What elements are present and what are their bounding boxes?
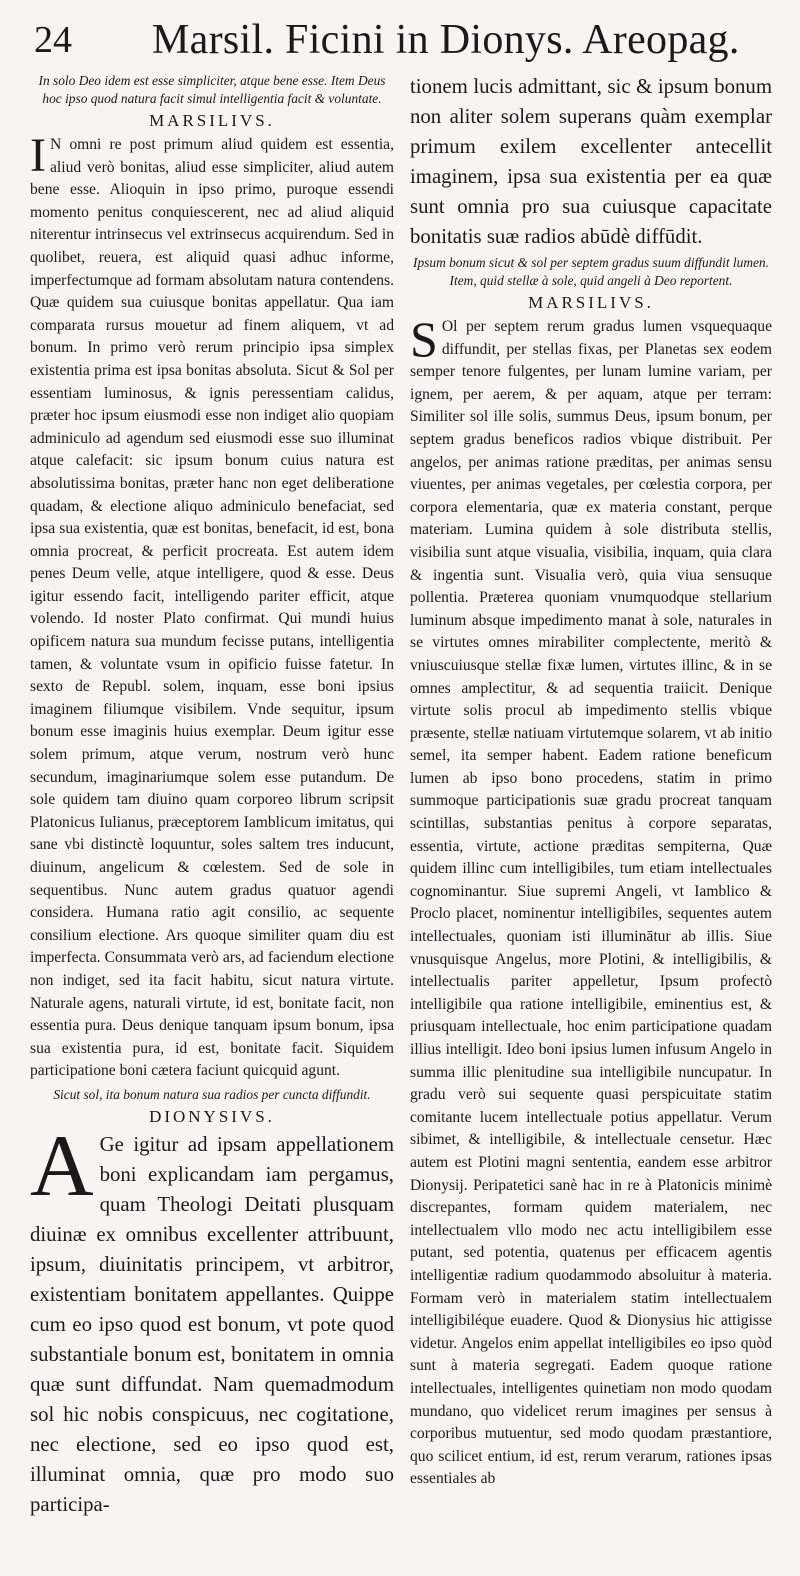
section-heading: MARSILIVS.: [149, 111, 275, 130]
summary-note: Sicut sol, ita bonum natura sua radios per cuncta diffundit.: [53, 1086, 371, 1102]
body-paragraph: [30, 129, 394, 1083]
page-header: [30, 14, 770, 66]
body-paragraph-large: tionem lucis admittant, sic & ipsum bonum non aliter solem superans quàm exemplar primum exilem excellenter antecellit imaginem, ipsa sua existentia per ea quæ sunt omnia pro sua cuiusque capacitate bonitatis suæ radios abūdè diffūdit.: [410, 75, 772, 248]
paragraph-text: Ge igitur ad ipsam appellationem boni explicandam iam pergamus, quam Theologi Deitati plusquam diuinæ ex omnibus excellenter attribuunt, ipsum, diuinitatis principem, vt arbitror, existentiam bonitatem appellantes. Quippe cum eo ipso quod est bonum, vt pote quod substantiale bonum est, bonitatem in omnia quæ sunt diffundat. Nam quemadmodum sol hic nobis conspicuus, nec cogitatione, nec electione, sed eo ipso quod est, illuminat omnia, quæ pro modo suo participa-: [30, 1132, 394, 1516]
right-column: [410, 72, 772, 1491]
section-heading: DIONYSIVS.: [149, 1106, 275, 1126]
paragraph-text: N omni re post primum aliud quidem est essentia, aliud verò bonitas, aliud esse simpliciter, aliud autem bene esse. Alioquin in ipso primo, puroque essendi momento penitus conquiescerent, nec ad aliud aliquid niterentur intrinsecus vel extrinsecus acquirendum. Sed in quolibet, reuera, est aliquid quasi adhuc informe, imperfectumque ad formam absolutam natura contendens. Quæ quidem sua cuiusque bonitas appellatur. Qua iam comparata rursus mouetur ad finem aliquem, vt ad bonum. In primo verò rerum principio ipsa simplex existentia prima est ipsa bonitas absoluta. Sicut & Sol per essentiam luminosus, & ignis peressentiam calidus, præter hoc ipsum eiusmodi esse non indiget alio quopiam adminiculo ad agendum sed eiusmodi esse suo illuminat atque calefacit: sic ipsum bonum cuius natura est absolutissima bonitas, præter hanc non eget deliberatione quadam, & electione aliquo adminiculo benefaciat, sed ipsa sua existentia, quæ est bonitas, benefacit, id est, bona omnia procreat, & perficit procreata. Est autem idem penes Deum velle, atque intelligere, quod & esse. Deus igitur essendo facit, intelligendo pariter efficit, atque volendo. Id noster Plato confirmat. Qui mundi huius opificem natura sua mundum fecisse putans, intelligentia tamen, & voluntate vsum in opificio fuisse fatetur. In sexto de Republ. solem, inquam, esse boni ipsius imaginem filiumque visibilem. Vnde sequitur, ipsum bonum esse imaginis huius exemplar. Deum igitur esse solem primum, atque verum, nostrum verò hunc secundum, imaginariumque solem esse putandum. De sole quidem tam diuino quam corporeo librum scripsit Platonicus Iulianus, præceptorem Iamblicum imitatus, qui sane vbi distinctè loquuntur, soles saltem tres inducunt, diuinum, angelicum & cœlestem. Sed de sole in sequentibus. Nunc autem gradus quatuor agendi considera. Humana ratio agit consilio, ac sequente consilium electione. Ars quoque similiter quam diu est imperfecta. Consummata verò ars, ad faciendum electione non indiget, sed ita facit habitu, sicut natura virtute. Naturale agens, naturali virtute, id est, bonitate facit, non essentia pura. Deus denique tanquam ipsum bonum, ipsa sua existentia pura, id est, bonitate facit. Siquidem participatione boni cætera faciunt quicquid agunt.: [30, 136, 394, 1080]
body-paragraph-large: [30, 1117, 394, 1520]
summary-note: Ipsum bonum sicut & sol per septem gradus suum diffundit lumen. Item, quid stellæ à sole, quid angeli à Deo reportent.: [413, 255, 769, 288]
drop-cap: I: [30, 129, 46, 182]
drop-cap: S: [410, 311, 438, 367]
running-title: Marsil. Ficini in Dionys. Areopag.: [152, 17, 740, 63]
body-paragraph: [410, 311, 772, 1491]
drop-cap: A: [30, 1117, 94, 1215]
left-column: [30, 72, 394, 1520]
paragraph-text: Ol per septem rerum gradus lumen vsquequaque diffundit, per stellas fixas, per Planetas sex eodem semper tenore fulgentes, per lunam lumine variam, per ignem, per aerem, & per aquam, atque per terram: Similiter sol ille solis, summus Deus, ipsum bonum, per septem gradus beneficos radios vbique distribuit. Per angelos, per animas ratione præditas, per animas sensu viuentes, per animas vegetales, per cœlestia corpora, per corpora elementaria, quæ ex materia constant, perque materiam. Lumina quidem à sole distributa stellis, visibilia sunt atque visualia, visibilia, inquam, quia clara & ingentia sunt. Visualia verò, quia viua sensuque pollentia. Præterea quoniam vnumquodque stellarium luminum absque impedimento manat à sole, naturales in se virtutes omnes mirabiliter complectente, meritò & vniuscuiusque stellæ fixæ lumen, virtutes illinc, & in se omnes amplectitur, & ad sequentia traiicit. Denique virtute solis procul ab impedimento stellis vbique præsente, stellæ natiuam virtutemque solarem, vt ab initio semel, ita semper habent. Eadem ratione beneficum lumen ab ipso bono procedens, statim in primo summoque participationis suæ gradu procreat tanquam scintillas, substantias penitus à corpore separatas, essentia, virtute, actione præditas sempiterna, Quæ quidem illinc cum intelligibiles, tum etiam intellectuales cognominantur. Siue supremi Angeli, vt Iamblico & Proclo placet, nominentur intelligibiles, sequentes autem intellectuales, quoniam isti illuminātur ab illis. Siue vnusquisque Angelus, more Plotini, & intelligibilis, & intellectualis pariter appelletur, Ipsum profectò intelligibile qua ratione intelligibile, eminentius est, & priusquam intellectuale, hoc enim participatione quadam illius intelligit. Ideo boni ipsius lumen infusum Angelo in summa illic plenitudine sua intelligibile nuncupatur. In gradu verò sui sequente quasi perspicuitate statim comitante lucem intellectuale potius appellatur. Verum sibimet, & intelligibile, & intellectuale censetur. Hæc autem est Plotini magni sententia, eandem esse arbitror Dionysij. Peripatetici sanè hac in re à Platonicis minimè discrepantes, formam quidem materialem, nec intellectualem vllo modo nec actu intelligibilem esse putant, sed potentia, quatenus per efficacem agentis intelligentiæ radium quodammodo absoluitur à materia. Formam verò in materialem statim intellectualem intelligibiléque euadere. Quod & Dionysius hic attigisse videtur. Angelos enim appellat intelligibiles eo ipso quòd sunt à materia segregati. Eadem quoque ratione intellectuales, intelligentes quinetiam non modo quodam mundano, quo videlicet rerum imagines per sensus à corporibus mutuentur, sed modo quodam præstantiore, quo scilicet entium, id est, rerum verarum, rationes ipsas essentiales ab: [410, 318, 772, 1488]
page-number: 24: [34, 19, 72, 61]
summary-note: In solo Deo idem est esse simpliciter, atque bene esse. Item Deus hoc ipso quod natura facit simul intelligentia facit & voluntate.: [38, 73, 386, 106]
section-heading: MARSILIVS.: [528, 293, 654, 312]
